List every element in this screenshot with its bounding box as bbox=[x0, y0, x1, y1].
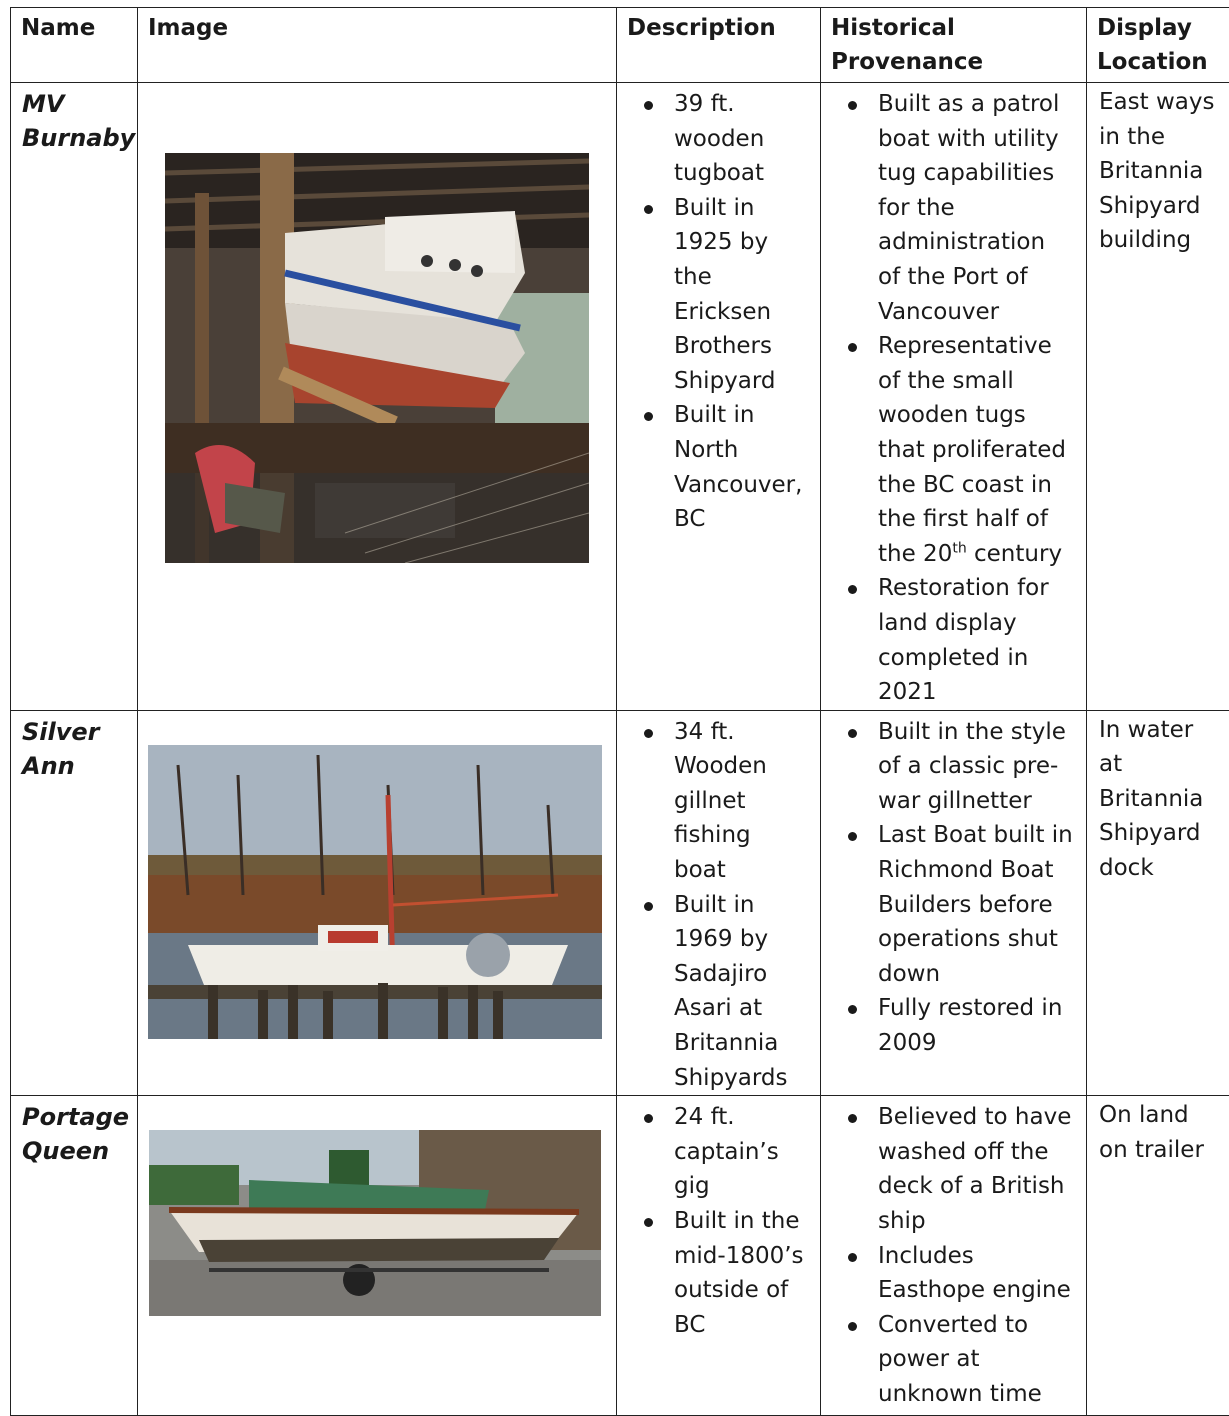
provenance-line: land display bbox=[878, 606, 1086, 641]
vessel-name-line: Burnaby bbox=[22, 121, 137, 155]
silver-ann-photo bbox=[148, 745, 602, 1039]
bullet-icon bbox=[848, 585, 857, 594]
vessel-name-line: Queen bbox=[22, 1134, 137, 1168]
description-line: gillnet bbox=[674, 784, 820, 819]
provenance-line: 2021 bbox=[878, 675, 1086, 710]
bullet-icon bbox=[848, 1005, 857, 1014]
provenance-line: that proliferated bbox=[878, 433, 1086, 468]
vessel-provenance bbox=[821, 1096, 1087, 1416]
location-line: On land bbox=[1099, 1098, 1229, 1133]
description-line: boat bbox=[674, 853, 820, 888]
description-line: Built in the bbox=[674, 1204, 820, 1239]
provenance-line: wooden tugs bbox=[878, 398, 1086, 433]
description-bullet bbox=[617, 398, 820, 536]
portage-queen-photo bbox=[149, 1130, 601, 1316]
description-line: 1969 by bbox=[674, 922, 820, 957]
provenance-line: Includes bbox=[878, 1239, 1086, 1274]
provenance-line: the BC coast in bbox=[878, 468, 1086, 503]
provenance-line: Believed to have bbox=[878, 1100, 1086, 1135]
vessel-name bbox=[11, 1096, 138, 1416]
description-line: BC bbox=[674, 502, 820, 537]
description-line: Built in bbox=[674, 191, 820, 226]
bullet-icon bbox=[848, 1322, 857, 1331]
provenance-line: Built as a patrol bbox=[878, 87, 1086, 122]
description-line: BC bbox=[674, 1308, 820, 1343]
location-line: In water bbox=[1099, 713, 1229, 748]
location-line: Shipyard bbox=[1099, 189, 1229, 224]
description-line: captain’s bbox=[674, 1135, 820, 1170]
provenance-list bbox=[821, 1096, 1086, 1411]
vessel-description bbox=[617, 710, 821, 1096]
provenance-bullet bbox=[821, 1308, 1086, 1412]
description-bullet bbox=[617, 1204, 820, 1342]
description-bullet bbox=[617, 715, 820, 888]
provenance-bullet bbox=[821, 818, 1086, 991]
vessel-image-cell bbox=[138, 83, 617, 711]
provenance-line: the 20th century bbox=[878, 537, 1086, 572]
vessel-provenance bbox=[821, 710, 1087, 1096]
bullet-icon bbox=[644, 1114, 653, 1123]
provenance-line: Easthope engine bbox=[878, 1273, 1086, 1308]
vessel-name-line: MV bbox=[22, 87, 137, 121]
provenance-line: administration bbox=[878, 225, 1086, 260]
provenance-line: war gillnetter bbox=[878, 784, 1086, 819]
description-line: Wooden bbox=[674, 749, 820, 784]
description-list bbox=[617, 1096, 820, 1342]
provenance-line: completed in bbox=[878, 641, 1086, 676]
vessel-location bbox=[1087, 1096, 1229, 1416]
vessel-location bbox=[1087, 710, 1229, 1096]
provenance-line: down bbox=[878, 957, 1086, 992]
vessel-description bbox=[617, 83, 821, 711]
header-name: Name bbox=[11, 8, 138, 83]
location-line: on trailer bbox=[1099, 1133, 1229, 1168]
bullet-icon bbox=[848, 729, 857, 738]
location-line: in the bbox=[1099, 120, 1229, 155]
description-line: wooden bbox=[674, 122, 820, 157]
location-line: East ways bbox=[1099, 85, 1229, 120]
vessel-table bbox=[10, 7, 1229, 1416]
description-line: Built in bbox=[674, 888, 820, 923]
bullet-icon bbox=[644, 1218, 653, 1227]
provenance-bullet bbox=[821, 87, 1086, 329]
vessel-image-cell bbox=[138, 1096, 617, 1416]
provenance-bullet bbox=[821, 991, 1086, 1060]
description-line: Britannia bbox=[674, 1026, 820, 1061]
provenance-line: tug capabilities bbox=[878, 156, 1086, 191]
description-line: the bbox=[674, 260, 820, 295]
description-line: Brothers bbox=[674, 329, 820, 364]
location-line: dock bbox=[1099, 851, 1229, 886]
vessel-name bbox=[11, 83, 138, 711]
bullet-icon bbox=[848, 1253, 857, 1262]
provenance-bullet bbox=[821, 715, 1086, 819]
description-line: 34 ft. bbox=[674, 715, 820, 750]
provenance-line: deck of a British bbox=[878, 1169, 1086, 1204]
bullet-icon bbox=[848, 1114, 857, 1123]
header-location: Display Location bbox=[1087, 8, 1229, 83]
provenance-line: Built in the style bbox=[878, 715, 1086, 750]
provenance-line: Builders before bbox=[878, 888, 1086, 923]
provenance-line: 2009 bbox=[878, 1026, 1086, 1061]
provenance-line: Richmond Boat bbox=[878, 853, 1086, 888]
header-description: Description bbox=[617, 8, 821, 83]
provenance-line: unknown time bbox=[878, 1377, 1086, 1412]
description-line: Built in bbox=[674, 398, 820, 433]
provenance-line: power at bbox=[878, 1342, 1086, 1377]
bullet-icon bbox=[644, 101, 653, 110]
description-line: Sadajiro bbox=[674, 957, 820, 992]
description-line: Shipyards bbox=[674, 1061, 820, 1096]
description-line: mid-1800’s bbox=[674, 1239, 820, 1274]
provenance-line: Representative bbox=[878, 329, 1086, 364]
location-line: building bbox=[1099, 223, 1229, 258]
bullet-icon bbox=[848, 832, 857, 841]
provenance-list bbox=[821, 83, 1086, 710]
provenance-bullet bbox=[821, 1239, 1086, 1308]
location-line: at bbox=[1099, 747, 1229, 782]
description-line: Shipyard bbox=[674, 364, 820, 399]
vessel-name-line: Silver bbox=[22, 715, 137, 749]
bullet-icon bbox=[644, 412, 653, 421]
location-line: Britannia bbox=[1099, 782, 1229, 817]
description-line: 1925 by bbox=[674, 225, 820, 260]
location-line: Shipyard bbox=[1099, 816, 1229, 851]
description-line: tugboat bbox=[674, 156, 820, 191]
bullet-icon bbox=[848, 343, 857, 352]
provenance-line: Converted to bbox=[878, 1308, 1086, 1343]
description-list bbox=[617, 83, 820, 537]
vessel-row bbox=[11, 710, 1229, 1096]
location-line: Britannia bbox=[1099, 154, 1229, 189]
provenance-line: for the bbox=[878, 191, 1086, 226]
provenance-bullet bbox=[821, 571, 1086, 709]
vessel-image-cell bbox=[138, 710, 617, 1096]
vessel-name-line: Ann bbox=[22, 749, 137, 783]
provenance-line: ship bbox=[878, 1204, 1086, 1239]
description-bullet bbox=[617, 888, 820, 1096]
vessel-name-line: Portage bbox=[22, 1100, 137, 1134]
description-line: North bbox=[674, 433, 820, 468]
vessel-row bbox=[11, 1096, 1229, 1416]
provenance-line: of the small bbox=[878, 364, 1086, 399]
mv-burnaby-photo bbox=[165, 153, 589, 563]
bullet-icon bbox=[644, 902, 653, 911]
description-line: 39 ft. bbox=[674, 87, 820, 122]
provenance-line: of the Port of bbox=[878, 260, 1086, 295]
vessel-name bbox=[11, 710, 138, 1096]
vessel-location bbox=[1087, 83, 1229, 711]
bullet-icon bbox=[848, 101, 857, 110]
provenance-line: boat with utility bbox=[878, 122, 1086, 157]
description-line: 24 ft. bbox=[674, 1100, 820, 1135]
provenance-line: of a classic pre- bbox=[878, 749, 1086, 784]
provenance-line: Last Boat built in bbox=[878, 818, 1086, 853]
bullet-icon bbox=[644, 205, 653, 214]
vessel-row bbox=[11, 83, 1229, 711]
description-line: Asari at bbox=[674, 991, 820, 1026]
vessel-provenance bbox=[821, 83, 1087, 711]
header-provenance: Historical Provenance bbox=[821, 8, 1087, 83]
bullet-icon bbox=[644, 729, 653, 738]
provenance-bullet bbox=[821, 1100, 1086, 1238]
description-line: outside of bbox=[674, 1273, 820, 1308]
provenance-line: the first half of bbox=[878, 502, 1086, 537]
description-bullet bbox=[617, 87, 820, 191]
provenance-line: washed off the bbox=[878, 1135, 1086, 1170]
provenance-bullet bbox=[821, 329, 1086, 571]
header-row bbox=[11, 8, 1229, 83]
description-line: Vancouver, bbox=[674, 468, 820, 503]
header-image: Image bbox=[138, 8, 617, 83]
provenance-line: Fully restored in bbox=[878, 991, 1086, 1026]
description-list bbox=[617, 711, 820, 1096]
description-bullet bbox=[617, 191, 820, 399]
provenance-line: Vancouver bbox=[878, 295, 1086, 330]
provenance-line: operations shut bbox=[878, 922, 1086, 957]
description-line: Ericksen bbox=[674, 295, 820, 330]
vessel-description bbox=[617, 1096, 821, 1416]
description-line: fishing bbox=[674, 818, 820, 853]
description-line: gig bbox=[674, 1169, 820, 1204]
description-bullet bbox=[617, 1100, 820, 1204]
provenance-line: Restoration for bbox=[878, 571, 1086, 606]
provenance-list bbox=[821, 711, 1086, 1061]
